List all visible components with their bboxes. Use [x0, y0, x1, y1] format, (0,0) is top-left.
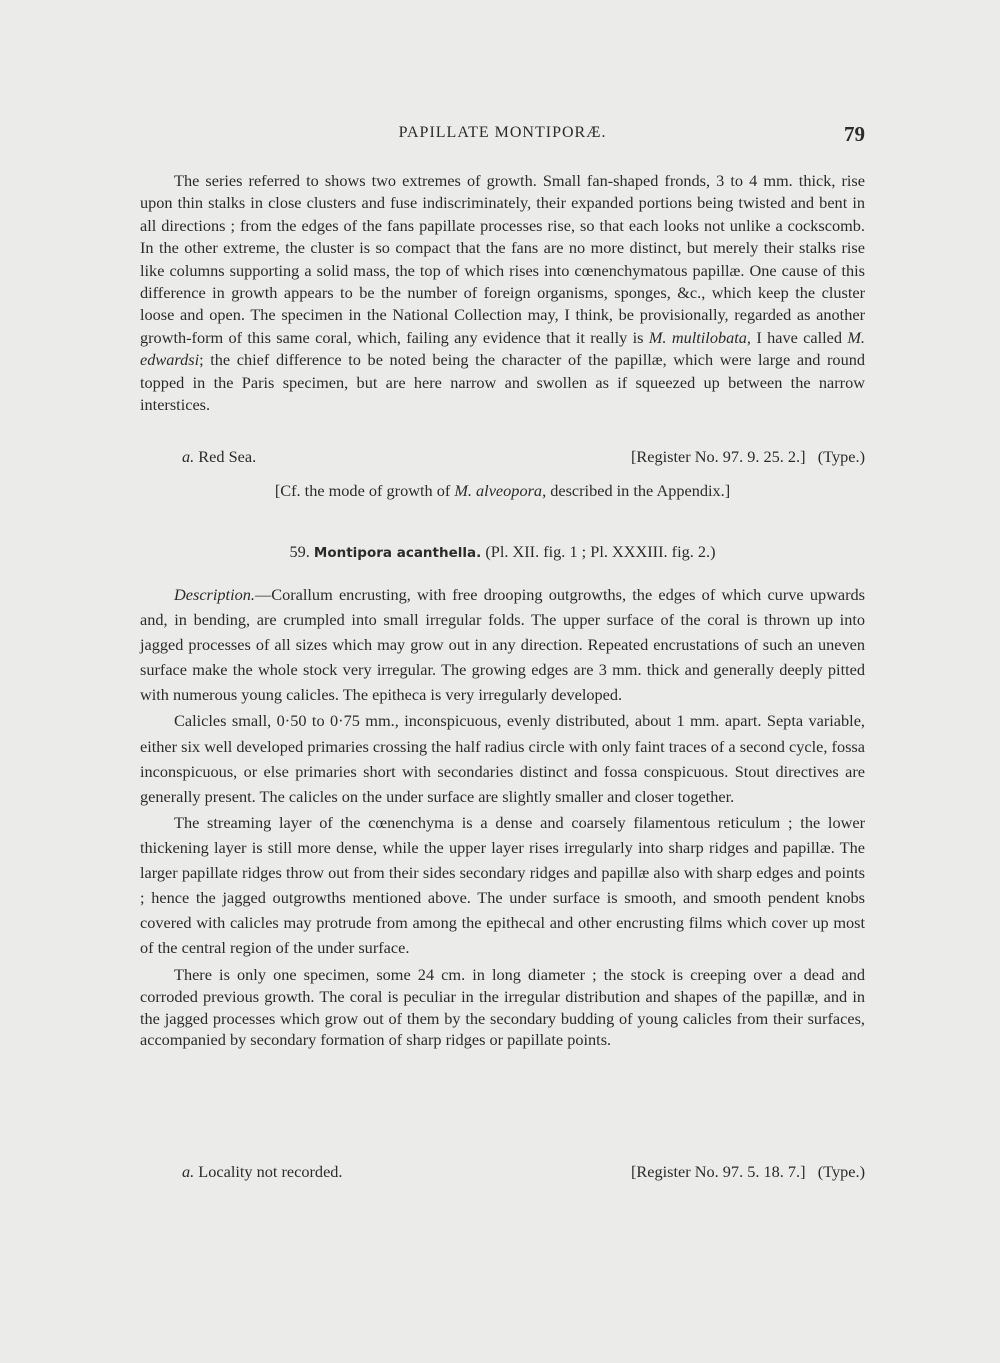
specimen-locality — [182, 447, 256, 467]
text-run: There is only one specimen, some 24 cm. in long diameter ; the stock is creeping over a dead and corroded previous growth. The coral is peculiar in the irregular distribution and shapes of the papillæ, and in the jagged processes which grow out of them by the secondary budding of young calicles from their surfaces, accompanied by secondary formation of sharp ridges or papillate points. — [140, 965, 865, 1050]
locality-text-2: Locality not recorded. — [198, 1162, 343, 1181]
section-paragraph-growth — [140, 170, 865, 416]
specimen-register-2 — [631, 1162, 865, 1182]
paragraph-description — [140, 582, 865, 707]
species-name: Montipora acanthella. — [313, 545, 482, 561]
specimen-letter: a. — [182, 447, 195, 466]
italic-text-run: Description. — [174, 585, 255, 604]
italic-text-run: M. multilobata — [648, 327, 747, 347]
text-run: The streaming layer of the cœnenchyma is a dense and coarsely filamentous reticulum ; the lower thickening layer is still more dense, while the upper layer rises irregularly into sharp ridges and papillæ. The larger papillate ridges throw out from their sides secondary ridges and papillæ also with sharp edges and points ; hence the jagged outgrowths mentioned above. The under surface is smooth, and smooth pendent knobs covered with calicles may protrude from among the epithecal and other encrusting films which cover up most of the central region of the under surface. — [140, 812, 865, 958]
running-head — [140, 122, 865, 146]
italic-text-run: M. edwardsi — [140, 327, 866, 370]
specimen-locality-2 — [182, 1162, 343, 1182]
paragraph-specimen — [140, 964, 865, 1050]
text-run: , I have called — [746, 327, 848, 347]
specimen-letter-2: a. — [182, 1162, 195, 1181]
paragraph-coenenchyma — [140, 810, 865, 961]
species-heading — [140, 542, 865, 562]
locality-text: Red Sea. — [198, 447, 257, 466]
text-run: —Corallum encrusting, with free drooping outgrowths, the edges of which curve upwards and, in bending, are crumpled into small irregular folds. The upper surface of the coral is thrown up into jagged processes of all sizes which may grow out in any direction. Repeated encrustations of such an uneven surface make the whole stock very irregular. The growing edges are 3 mm. thick and generally deeply pitted with numerous young calicles. The epitheca is very irregularly developed. — [140, 585, 865, 705]
species-description — [140, 582, 865, 1051]
specimen-record — [182, 447, 865, 469]
page-number: 79 — [844, 122, 865, 146]
paragraph-calicles — [140, 708, 865, 808]
text-run: ; the chief difference to be noted being the character of the papillæ, which were large and round topped in the Paris specimen, but are here narrow and swollen as if squeezed up between the narrow interstices. — [140, 350, 865, 415]
paragraph-growth-forms — [140, 170, 865, 416]
species-plates: (Pl. XII. fig. 1 ; Pl. XXXIII. fig. 2.) — [485, 542, 716, 561]
running-title: PAPILLATE MONTIPORÆ. — [398, 124, 607, 141]
text-run: The series referred to shows two extremes of growth. Small fan-shaped fronds, 3 to 4 mm. thick, rise upon thin stalks in close clusters and fuse indiscriminately, their expanded portions being twisted and bent in all directions ; from the edges of the fans papillate processes rise, so that each looks not unlike a cockscomb. In the other extreme, the cluster is so compact that the fans are no more distinct, but merely their stalks rise like columns supporting a solid mass, the top of which rises into cœnenchymatous papillæ. One cause of this difference in growth appears to be the number of foreign organisms, sponges, &c., which keep the cluster loose and open. The specimen in the National Collection may, I think, be provisionally, regarded as another growth-form of this same coral, which, failing any evidence that it really is — [140, 171, 865, 347]
italic-text-run: M. alveopora — [454, 481, 543, 500]
text-run: Calicles small, 0·50 to 0·75 mm., inconspicuous, evenly distributed, about 1 mm. apart. Septa variable, either six well developed primaries crossing the half radius circle with only faint traces of a second cycle, fossa inconspicuous, or else primaries short with secondaries distinct and fossa conspicuous. Stout directives are generally present. The calicles on the under surface are slightly smaller and closer together. — [140, 711, 865, 806]
register-number-2: [Register No. 97. 5. 18. 7.] — [631, 1162, 806, 1181]
text-run: [Cf. the mode of growth of — [274, 481, 455, 500]
species-number: 59. — [289, 542, 310, 561]
type-label: (Type.) — [817, 447, 865, 466]
specimen-record-2 — [182, 1162, 865, 1184]
text-run: , described in the Appendix.] — [542, 481, 731, 500]
register-number: [Register No. 97. 9. 25. 2.] — [631, 447, 806, 466]
cross-reference-note — [140, 481, 865, 501]
specimen-register — [631, 447, 865, 467]
type-label-2: (Type.) — [817, 1162, 865, 1181]
